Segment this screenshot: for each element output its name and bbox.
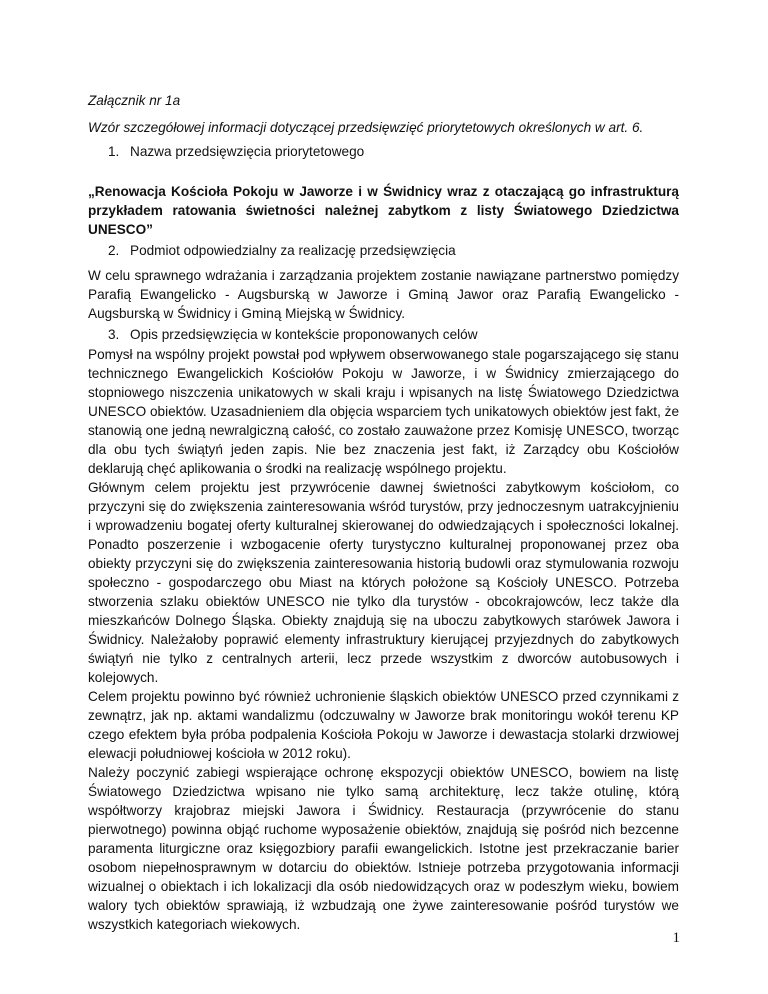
section-number: 2. <box>108 243 120 258</box>
section-number: 1. <box>108 144 120 159</box>
description-paragraph: Celem projektu powinno być również uchronienie śląskich obiektów UNESCO przed czynnikami z zewnątrz, jak np. aktami wandalizmu (odczuwalny w Jaworze brak monitoringu wokół terenu KP czego efektem była próba podpalenia Kościoła Pokoju w Jaworze i dewastacja stolarki drzwiowej elewacji południowej kościoła w 2012 roku). <box>88 689 679 761</box>
section-3-heading <box>88 325 679 344</box>
attachment-label: Załącznik nr 1a <box>88 93 181 108</box>
project-title: „Renowacja Kościoła Pokoju w Jaworze i w Świdnicy wraz z otaczającą go infrastrukturą przykładem ratowania świetności należnej zabytkom z listy Światowego Dziedzictwa UNESCO” <box>88 184 679 237</box>
description-body <box>88 345 679 934</box>
description-paragraph: Należy poczynić zabiegi wspierające ochronę ekspozycji obiektów UNESCO, bowiem na listę Światowego Dziedzictwa wpisano nie tylko samą architekturę, lecz także otulinę, którą współtworzy krajobraz miejski Jawora i Świdnicy. Restauracja (przywrócenie do stanu pierwotnego) powinna objąć ruchome wyposażenie obiektów, znajdują się pośród nich bezcenne paramenta liturgiczne oraz księgozbiory parafii ewangelickich. Istotne jest przekraczanie barier osobom niepełnosprawnym w dotarciu do obiektów. Istnieje potrzeba przygotowania informacji wizualnej o obiektach i ich lokalizacji dla osób niedowidzących oraz w podeszłym wieku, bowiem walory tych obiektów sprawiają, iż wzbudzają one żywe zainteresowanie pośród turystów we wszystkich kategoriach wiekowych. <box>88 765 679 932</box>
section-title: Nazwa przedsięwzięcia priorytetowego <box>130 144 365 159</box>
description-paragraph: Głównym celem projektu jest przywrócenie dawnej świetności zabytkowym kościołom, co przyczyni się do zwiększenia zainteresowania wśród turystów, przy jednoczesnym uatrakcyjnieniu i wprowadzeniu bogatej oferty kulturalnej skierowanej do odwiedzających i społeczności lokalnej. Ponadto poszerzenie i wzbogacenie oferty turystyczno kulturalnej proponowanej przez oba obiekty przyczyni się do zwiększenia zainteresowania historią budowli oraz stymulowania rozwoju społeczno - gospodarczego obu Miast na których położone są Kościoły UNESCO. Potrzeba stworzenia szlaku obiektów UNESCO nie tylko dla turystów - obcokrajowców, lecz także dla mieszkańców Dolnego Śląska. Obiekty znajdują się na uboczu zabytkowych starówek Jawora i Świdnicy. Należałoby poprawić elementy infrastruktury kierującej przyjezdnych do zabytkowych świątyń nie tylko z centralnych arterii, lecz przede wszystkim z dworców autobusowych i kolejowych. <box>88 480 679 685</box>
document-subtitle: Wzór szczegółowej informacji dotyczącej przedsięwzięć priorytetowych określonych w art. 6. <box>88 120 644 135</box>
description-paragraph: Pomysł na wspólny projekt powstał pod wpływem obserwowanego stale pogarszającego się stanu technicznego Ewangelickich Kościołów Pokoju w Jaworze, i w Świdnicy zmierzającego do stopniowego niszczenia unikatowych w skali kraju i wpisanych na listę Światowego Dziedzictwa UNESCO obiektów. Uzasadnieniem dla objęcia wsparciem tych unikatowych obiektów jest fakt, że stanowią one jedną newralgiczną całość, co zostało zauważone przez Komisję UNESCO, tworząc dla obu tych świątyń jeden zapis. Nie bez znaczenia jest fakt, iż Zarządcy obu Kościołów deklarują chęć aplikowania o środki na realizację wspólnego projektu. <box>88 347 679 476</box>
partnership-paragraph: W celu sprawnego wdrażania i zarządzania projektem zostanie nawiązane partnerstwo pomiędzy Parafią Ewangelicko - Augsburską w Jaworze i Gminą Jawor oraz Parafią Ewangelicko - Augsburską w Świdnicy i Gminą Miejską w Świdnicy. <box>88 268 679 321</box>
section-1-heading <box>88 142 679 161</box>
section-number: 3. <box>108 327 120 342</box>
section-title: Opis przedsięwzięcia w kontekście proponowanych celów <box>130 327 478 342</box>
section-2-heading <box>88 241 679 260</box>
section-title: Podmiot odpowiedzialny za realizację przedsięwzięcia <box>130 243 456 258</box>
page-number: 1 <box>672 930 680 946</box>
